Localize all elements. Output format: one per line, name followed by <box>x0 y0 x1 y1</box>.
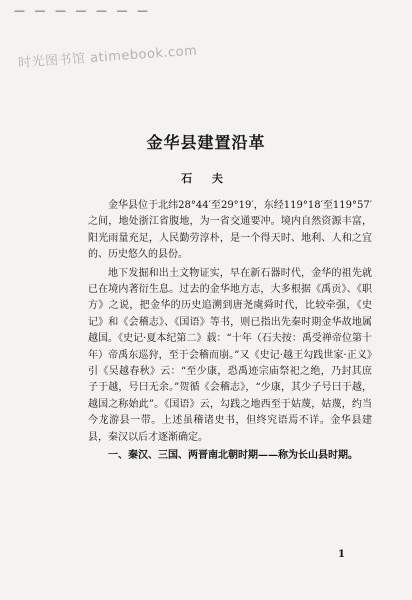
top-dash-rule: — — — — — — — <box>14 4 151 17</box>
body-paragraph-1: 金华县位于北纬28°44′至29°19′，东经119°18′至119°57′之间，地处浙江省腹地，为一省交通要冲。境内自然资源丰富，阳光雨量充足，人民勤劳淳朴，是一个得天时、地利、人和之宜的、历史悠久的县份。 <box>88 200 372 261</box>
article-title: 金华县建置沿革 <box>146 133 266 152</box>
section-heading: 一、秦汉、三国、两晋南北朝时期——称为长山县时期。 <box>108 450 358 462</box>
article-author: 石 夫 <box>181 172 231 185</box>
watermark-text: 时光图书馆 atimebook.com <box>17 43 198 71</box>
page-number: 1 <box>338 549 345 560</box>
body-paragraph-2: 地下发掘和出土文物证实，早在新石器时代，金华的祖先就已在境内著衍生息。过去的金华地方志，大多根据《禹贡》、《职方》之说，把金华的历史追溯到唐尧虞舜时代，比较牵强，《史记》和《会稽志》、《国语》等书，则已指出先秦时期金华故地属越国。《史记·夏本纪第二》载：“十年（石夫按：禹受禅帝位第十年）帝禹东巡狩，至于会稽而崩。”又《史记·越王勾践世家·正义》引《吴越春秋》云：“至少康，恐禹迹宗庙祭祀之绝，乃封其庶子于越，号曰无余。”贺循《会稽志》，“少康，其少子号曰于越，越国之称始此”。《国语》云，勾践之地西至于姑蔑，姑蔑，约当今龙游县一带。上述虽稽诸史书，但终究语焉不详。金华县建县，秦汉以后才逐渐确定。 <box>88 267 372 443</box>
article-body <box>88 198 372 465</box>
